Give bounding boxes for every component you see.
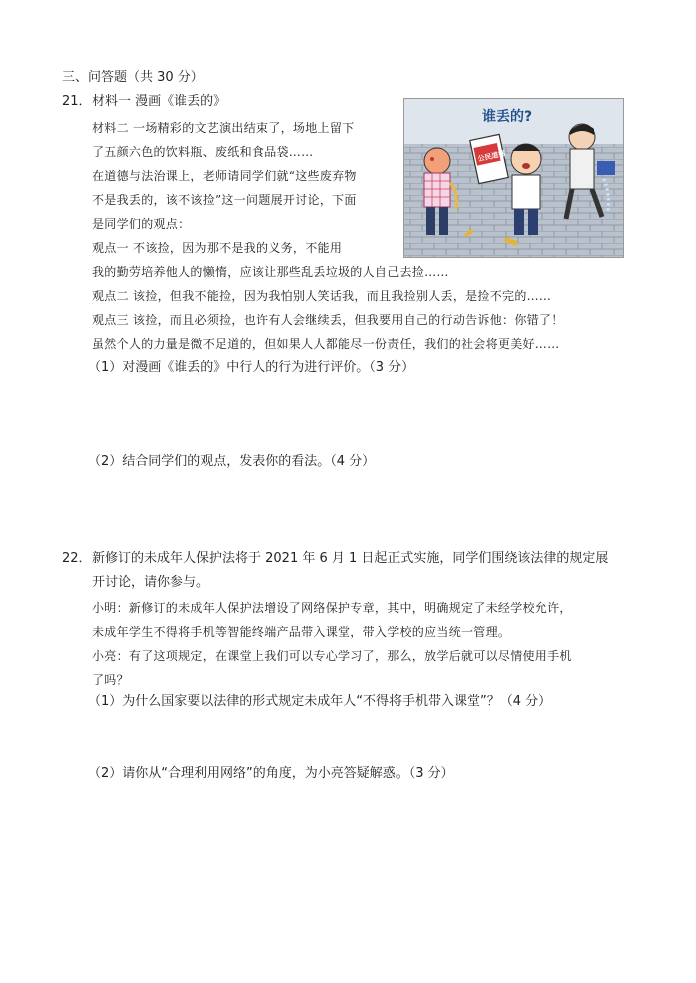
q21-material2-line: 了五颜六色的饮料瓶、废纸和食品袋…… xyxy=(92,145,314,159)
book-sign-icon: 公民道德 xyxy=(476,149,507,164)
q22-xiaoliang-line: 小亮：有了这项规定，在课堂上我们可以专心学习了，那么，放学后就可以尽情使用手机 xyxy=(92,649,572,663)
q22-number: 22． xyxy=(62,551,92,566)
q21-sub2: （2）结合同学们的观点，发表你的看法。（4 分） xyxy=(88,454,376,469)
q21-view3-line: 虽然个人的力量是微不足道的，但如果人人都能尽一份责任，我们的社会将更美好…… xyxy=(92,337,560,351)
q21-material2-line: 在道德与法治课上，老师请同学们就“这些废弃物 xyxy=(92,169,357,183)
q22-xiaoming-line: 小明：新修订的未成年人保护法增设了网络保护专章，其中，明确规定了未经学校允许， xyxy=(92,601,572,615)
q21-material1: 材料一 漫画《谁丢的》 xyxy=(92,94,227,109)
q21-view1-line: 观点一 不该捡，因为那不是我的义务，不能用 xyxy=(92,241,343,255)
q22-intro-line: 新修订的未成年人保护法将于 2021 年 6 月 1 日起正式实施，同学们围绕该法律的规定展 xyxy=(92,551,609,566)
q21-sub1: （1）对漫画《谁丢的》中行人的行为进行评价。（3 分） xyxy=(88,360,415,375)
section-title: 三、问答题（共 30 分） xyxy=(62,70,204,85)
q22-intro-line: 开讨论，请你参与。 xyxy=(92,575,210,590)
q22-xiaoming-line: 未成年学生不得将手机等智能终端产品带入课堂，带入学校的应当统一管理。 xyxy=(92,625,511,639)
q21-material2-line: 不是我丢的，该不该捡”这一问题展开讨论，下面 xyxy=(92,193,357,207)
q21-view3-line: 观点三 该捡，而且必须捡，也许有人会继续丢，但我要用自己的行动告诉他：你错了！ xyxy=(92,313,564,327)
q21-number: 21． xyxy=(62,94,92,109)
q22-sub2: （2）请你从“合理利用网络”的角度，为小亮答疑解惑。（3 分） xyxy=(88,766,454,781)
q21-view2: 观点二 该捡，但我不能捡，因为我怕别人笑话我，而且我捡别人丢，是捡不完的…… xyxy=(92,289,552,303)
q21-view1-line: 我的勤劳培养他人的懒惰，应该让那些乱丢垃圾的人自己去捡…… xyxy=(92,265,449,279)
q21-material2-line: 是同学们的观点： xyxy=(92,217,191,231)
q22-xiaoliang-line: 了吗？ xyxy=(92,673,129,687)
cartoon-illustration xyxy=(403,98,624,258)
q22-sub1: （1）为什么国家要以法律的形式规定未成年人“不得将手机带入课堂”？（4 分） xyxy=(88,694,552,709)
q21-material2-line: 材料二 一场精彩的文艺演出结束了，场地上留下 xyxy=(92,121,355,135)
cartoon-caption: 谁丢的? xyxy=(482,109,533,125)
